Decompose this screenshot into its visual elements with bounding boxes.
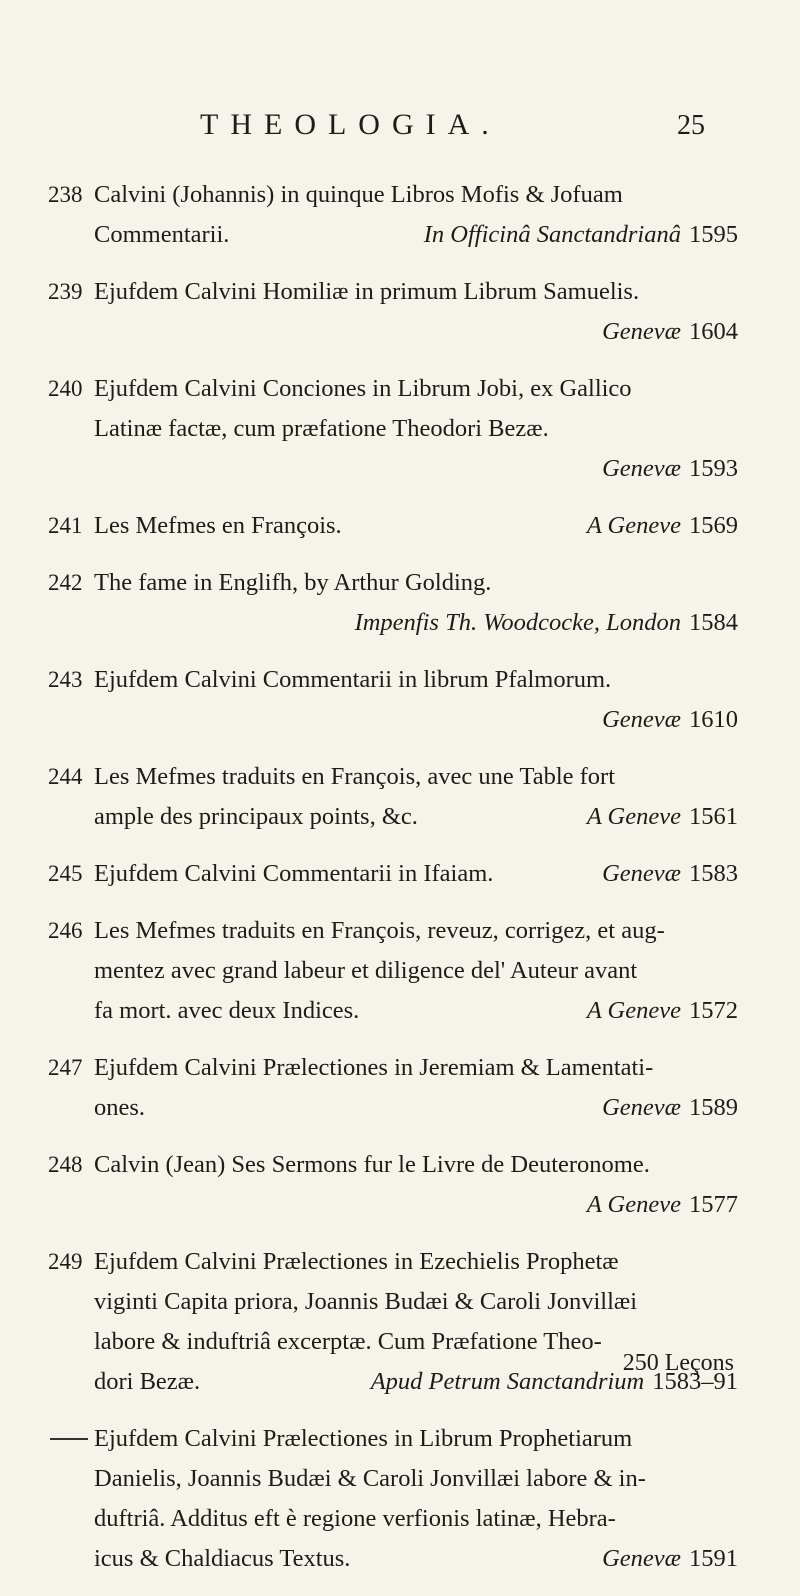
catalogue-entry (0, 911, 800, 1031)
entry-title: Ejufdem Calvini Homiliæ in primum Librum Samuelis. (94, 278, 640, 305)
entry-imprint: Impenfis Th. Woodcocke, London (354, 609, 681, 636)
entry-title-cont: icus & Chaldiacus Textus. (94, 1545, 351, 1572)
entry-imprint: Genevæ (602, 455, 681, 482)
entry-number: 244 (48, 764, 83, 789)
entry-imprint: A Geneve (586, 1191, 681, 1218)
entry-number: 238 (48, 182, 83, 207)
catalogue-entry (0, 1242, 800, 1402)
entry-imprint: A Geneve (586, 512, 681, 539)
entry-number: 248 (48, 1152, 83, 1177)
catalogue-entry (0, 1145, 800, 1225)
catalogue-entry (0, 757, 800, 837)
entry-title: The fame in Englifh, by Arthur Golding. (94, 569, 492, 596)
entry-title: Ejufdem Calvini Prælectiones in Ezechielis Prophetæ (94, 1248, 619, 1275)
entry-imprint: Genevæ (602, 1545, 681, 1572)
entry-year: 1593 (689, 455, 738, 482)
entry-title-cont: labore & induftriâ excerptæ. Cum Præfatione Theo- (94, 1328, 602, 1355)
entry-title-cont: viginti Capita priora, Joannis Budæi & Caroli Jonvillæi (94, 1288, 638, 1315)
entry-number: 243 (48, 667, 83, 692)
entry-year: 1583 (689, 860, 738, 887)
entry-year: 1589 (689, 1094, 738, 1121)
ditto-dash (50, 1438, 88, 1440)
entry-title-cont: ones. (94, 1094, 146, 1121)
entry-imprint: A Geneve (586, 997, 681, 1024)
running-title: THEOLOGIA. (200, 108, 501, 141)
entry-imprint: Apud Petrum Sanctandrium (370, 1368, 645, 1395)
catalogue-entry (0, 369, 800, 489)
entry-year: 1584 (689, 609, 738, 636)
page-number: 25 (677, 110, 705, 141)
entry-number: 239 (48, 279, 83, 304)
catalogue-entry (0, 660, 800, 740)
entry-year: 1577 (689, 1191, 738, 1218)
entry-imprint: Genevæ (602, 706, 681, 733)
catalogue-entry (0, 506, 800, 546)
entry-year: 1561 (689, 803, 738, 830)
catalogue-entries (0, 175, 800, 1596)
entry-title-cont: Danielis, Joannis Budæi & Caroli Jonvillæi labore & in- (94, 1465, 646, 1492)
entry-imprint: Genevæ (602, 860, 681, 887)
page-header (0, 108, 800, 148)
entry-title-cont: Commentarii. (94, 221, 230, 248)
entry-title: Les Mefmes en François. (94, 512, 342, 539)
entry-title: Ejufdem Calvini Prælectiones in Jeremiam & Lamentati- (94, 1054, 654, 1081)
entry-title: Ejufdem Calvini Commentarii in Ifaiam. (94, 860, 494, 887)
entry-title: Calvin (Jean) Ses Sermons fur le Livre de Deuteronome. (94, 1151, 650, 1178)
entry-title: Les Mefmes traduits en François, avec une Table fort (94, 763, 616, 790)
entry-title-cont: duftriâ. Additus eft è regione verfionis latinæ, Hebra- (94, 1505, 616, 1532)
catalogue-entry (0, 175, 800, 255)
entry-year: 1583–91 (652, 1368, 738, 1395)
entry-title: Calvini (Johannis) in quinque Libros Mofis & Jofuam (94, 181, 623, 208)
catchword: 250 Leçons (622, 1350, 734, 1376)
entry-imprint: In Officinâ Sanctandrianâ (423, 221, 681, 248)
entry-year: 1569 (689, 512, 738, 539)
entry-title: Ejufdem Calvini Conciones in Librum Jobi, ex Gallico (94, 375, 632, 402)
catalogue-entry (0, 1419, 800, 1579)
entry-number: 249 (48, 1249, 83, 1274)
entry-number: 240 (48, 376, 83, 401)
catalogue-entry (0, 854, 800, 894)
entry-year: 1610 (689, 706, 738, 733)
entry-title-cont: mentez avec grand labeur et diligence del' Auteur avant (94, 957, 638, 984)
entry-title-cont: ample des principaux points, &c. (94, 803, 418, 830)
entry-number: 242 (48, 570, 83, 595)
entry-year: 1572 (689, 997, 738, 1024)
entry-year: 1595 (689, 221, 738, 248)
entry-title-cont: Latinæ factæ, cum præfatione Theodori Bezæ. (94, 415, 549, 442)
entry-number: 246 (48, 918, 83, 943)
entry-number: 245 (48, 861, 83, 886)
entry-title-cont: dori Bezæ. (94, 1368, 201, 1395)
catalogue-entry (0, 1048, 800, 1128)
entry-title: Ejufdem Calvini Commentarii in librum Pfalmorum. (94, 666, 612, 693)
catalogue-entry (0, 272, 800, 352)
entry-number: 247 (48, 1055, 83, 1080)
entry-number: 241 (48, 513, 83, 538)
entry-imprint: Genevæ (602, 1094, 681, 1121)
entry-title-cont: fa mort. avec deux Indices. (94, 997, 360, 1024)
catalogue-entry (0, 563, 800, 643)
entry-imprint: A Geneve (586, 803, 681, 830)
entry-imprint: Genevæ (602, 318, 681, 345)
entry-title: Les Mefmes traduits en François, reveuz, corrigez, et aug- (94, 917, 665, 944)
entry-year: 1591 (689, 1545, 738, 1572)
entry-title: Ejufdem Calvini Prælectiones in Librum Prophetiarum (94, 1425, 633, 1452)
entry-year: 1604 (689, 318, 738, 345)
